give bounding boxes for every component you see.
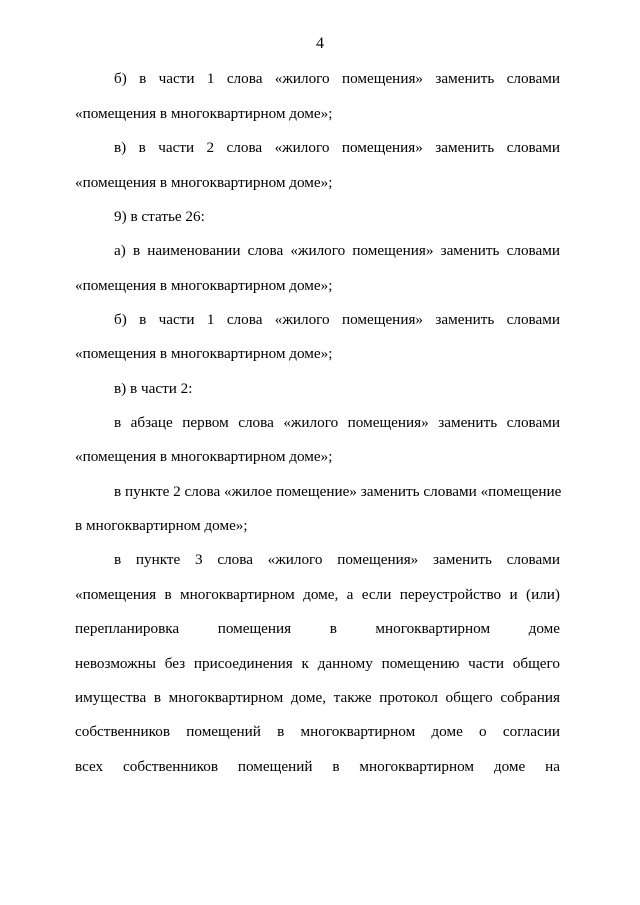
paragraph-line: «помещения в многоквартирном доме, а если переустройство и (или) bbox=[75, 586, 560, 603]
paragraph-line: в абзаце первом слова «жилого помещения» заменить словами bbox=[114, 414, 560, 431]
paragraph-line: б) в части 1 слова «жилого помещения» заменить словами bbox=[114, 70, 560, 87]
paragraph-line: а) в наименовании слова «жилого помещения» заменить словами bbox=[114, 242, 560, 259]
paragraph-line: «помещения в многоквартирном доме»; bbox=[75, 345, 333, 362]
paragraph-line: 9) в статье 26: bbox=[114, 208, 205, 225]
paragraph-line: собственников помещений в многоквартирном доме о согласии bbox=[75, 723, 560, 740]
paragraph-line: всех собственников помещений в многоквартирном доме на bbox=[75, 758, 560, 775]
paragraph-line: «помещения в многоквартирном доме»; bbox=[75, 277, 333, 294]
page-number: 4 bbox=[316, 35, 324, 52]
paragraph-line: «помещения в многоквартирном доме»; bbox=[75, 448, 333, 465]
paragraph-line: перепланировка помещения в многоквартирном доме bbox=[75, 620, 560, 637]
paragraph-line: имущества в многоквартирном доме, также протокол общего собрания bbox=[75, 689, 560, 706]
paragraph-line: «помещения в многоквартирном доме»; bbox=[75, 174, 333, 191]
paragraph-line: в многоквартирном доме»; bbox=[75, 517, 248, 534]
paragraph-line: «помещения в многоквартирном доме»; bbox=[75, 105, 333, 122]
paragraph-line: б) в части 1 слова «жилого помещения» заменить словами bbox=[114, 311, 560, 328]
paragraph-line: в) в части 2: bbox=[114, 380, 193, 397]
paragraph-line: в) в части 2 слова «жилого помещения» заменить словами bbox=[114, 139, 560, 156]
paragraph-line: в пункте 2 слова «жилое помещение» заменить словами «помещение bbox=[114, 483, 562, 500]
paragraph-line: в пункте 3 слова «жилого помещения» заменить словами bbox=[114, 551, 560, 568]
paragraph-line: невозможны без присоединения к данному помещению части общего bbox=[75, 655, 560, 672]
